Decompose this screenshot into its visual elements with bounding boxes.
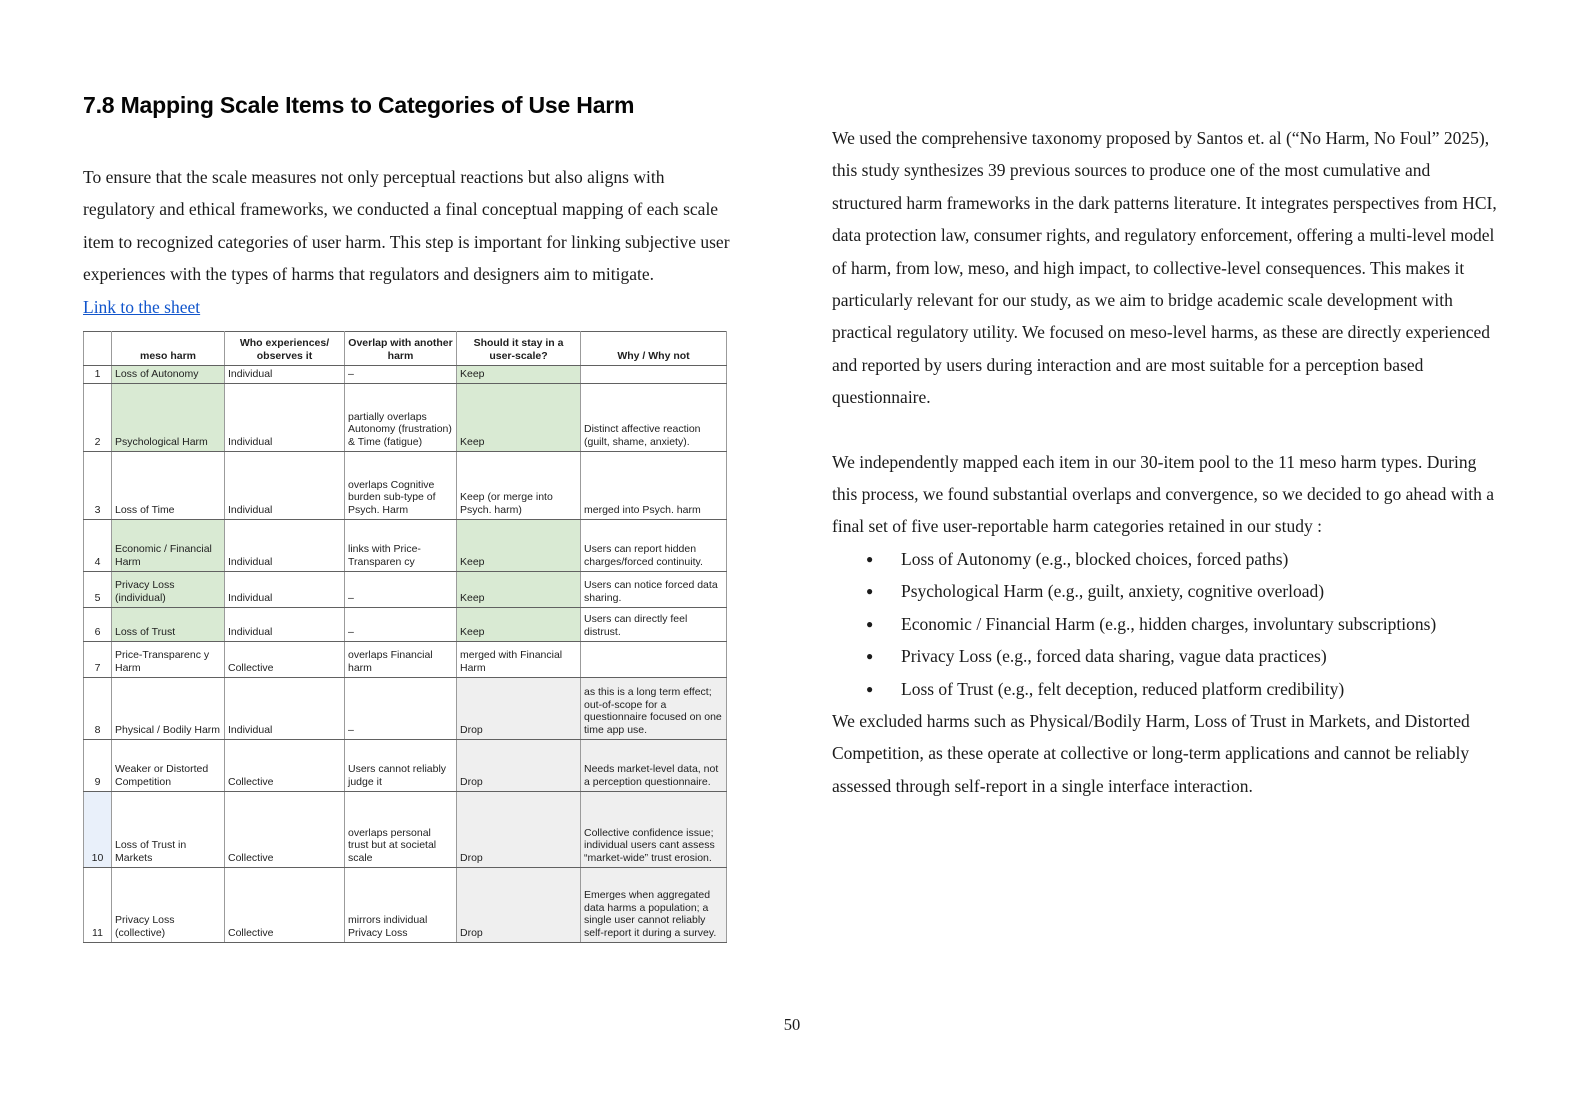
table-cell: Drop xyxy=(457,740,581,792)
column-header: Who experiences/ observes it xyxy=(225,332,345,366)
table-cell: merged with Financial Harm xyxy=(457,642,581,678)
harm-table-header-row xyxy=(84,332,727,366)
column-header: meso harm xyxy=(112,332,225,366)
table-cell: Keep xyxy=(457,608,581,642)
table-cell: Collective xyxy=(225,868,345,943)
harm-mapping-table xyxy=(83,331,727,943)
intro-paragraph-text: To ensure that the scale measures not only perceptual reactions but also aligns with regulatory and ethical frameworks, we conducted a final conceptual mapping of each scale item to recognized categories of user harm. This step is important for linking subjective user experiences with the types of harms that regulators and designers aim to mitigate. xyxy=(83,167,730,285)
bullet-icon: ● xyxy=(866,681,874,696)
left-column xyxy=(83,92,739,943)
exclusion-paragraph: We excluded harms such as Physical/Bodily Harm, Loss of Trust in Markets, and Distorted Competition, as these operate at collective or long-term applications and cannot be reliably assessed through self-report in a single interface interaction. xyxy=(832,710,1470,796)
table-cell: Loss of Trust in Markets xyxy=(112,792,225,868)
right-column xyxy=(832,122,1502,802)
table-cell: Collective confidence issue; individual users cant assess “market-wide” trust erosion. xyxy=(581,792,727,868)
table-cell: Keep xyxy=(457,520,581,572)
list-item xyxy=(832,673,1502,705)
table-cell: Drop xyxy=(457,792,581,868)
table-cell: Individual xyxy=(225,452,345,520)
table-cell: Individual xyxy=(225,572,345,608)
table-cell: Price-Transparenc y Harm xyxy=(112,642,225,678)
table-cell: overlaps Financial harm xyxy=(345,642,457,678)
table-row xyxy=(84,572,727,608)
list-item-text: Loss of Autonomy (e.g., blocked choices, forced paths) xyxy=(901,548,1289,569)
table-row xyxy=(84,384,727,452)
table-cell: – xyxy=(345,366,457,384)
row-number: 10 xyxy=(84,792,112,868)
table-cell: Individual xyxy=(225,678,345,740)
table-cell: Privacy Loss (collective) xyxy=(112,868,225,943)
table-row xyxy=(84,678,727,740)
section-heading: 7.8 Mapping Scale Items to Categories of Use Harm xyxy=(83,92,635,118)
column-header: Should it stay in a user-scale? xyxy=(457,332,581,366)
table-cell: Keep xyxy=(457,384,581,452)
table-cell: partially overlaps Autonomy (frustration) & Time (fatigue) xyxy=(345,384,457,452)
table-cell xyxy=(581,366,727,384)
table-row xyxy=(84,740,727,792)
table-cell: Keep xyxy=(457,572,581,608)
harm-mapping-table-wrap xyxy=(83,331,739,943)
table-cell: Collective xyxy=(225,740,345,792)
list-item xyxy=(832,608,1502,640)
list-item-text: Economic / Financial Harm (e.g., hidden charges, involuntary subscriptions) xyxy=(901,613,1437,634)
table-cell: overlaps Cognitive burden sub-type of Psych. Harm xyxy=(345,452,457,520)
intro-paragraph xyxy=(83,161,739,323)
row-number: 2 xyxy=(84,384,112,452)
table-cell: merged into Psych. harm xyxy=(581,452,727,520)
table-cell: Users cannot reliably judge it xyxy=(345,740,457,792)
table-row xyxy=(84,608,727,642)
list-item-text: Privacy Loss (e.g., forced data sharing, vague data practices) xyxy=(901,646,1327,667)
table-cell: Individual xyxy=(225,608,345,642)
table-cell: Drop xyxy=(457,868,581,943)
table-row xyxy=(84,868,727,943)
table-cell: Loss of Autonomy xyxy=(112,366,225,384)
table-cell: Users can report hidden charges/forced continuity. xyxy=(581,520,727,572)
table-cell: Privacy Loss (individual) xyxy=(112,572,225,608)
table-cell: overlaps personal trust but at societal scale xyxy=(345,792,457,868)
harm-category-list xyxy=(832,543,1502,705)
column-header: Why / Why not xyxy=(581,332,727,366)
table-cell: Keep xyxy=(457,366,581,384)
table-cell: Economic / Financial Harm xyxy=(112,520,225,572)
row-number: 5 xyxy=(84,572,112,608)
table-row xyxy=(84,642,727,678)
table-cell xyxy=(581,642,727,678)
taxonomy-paragraph: We used the comprehensive taxonomy proposed by Santos et. al (“No Harm, No Foul” 2025), this study synthesizes 39 previous sources to produce one of the most cumulative and structured harm frameworks in the dark patterns literature. It integrates perspectives from HCI, data protection law, consumer rights, and regulatory enforcement, offering a multi-level model of harm, from low, meso, and high impact, to collective-level consequences. This makes it particularly relevant for our study, as we aim to bridge academic scale development with practical regulatory utility. We focused on meso-level harms, as these are directly experienced and reported by users during interaction and are most suitable for a perception based questionnaire. xyxy=(832,128,1497,408)
table-cell: Keep (or merge into Psych. harm) xyxy=(457,452,581,520)
table-cell: Physical / Bodily Harm xyxy=(112,678,225,740)
table-cell: Loss of Time xyxy=(112,452,225,520)
table-row xyxy=(84,366,727,384)
list-item xyxy=(832,640,1502,672)
row-number: 3 xyxy=(84,452,112,520)
mapping-paragraph: We independently mapped each item in our 30-item pool to the 11 meso harm types. During this process, we found substantial overlaps and convergence, so we decided to go ahead with a final set of five user-reportable harm categories retained in our study : xyxy=(832,451,1495,537)
table-cell: Weaker or Distorted Competition xyxy=(112,740,225,792)
table-cell: Drop xyxy=(457,678,581,740)
list-item xyxy=(832,575,1502,607)
table-cell: as this is a long term effect; out-of-scope for a questionnaire focused on one time app use. xyxy=(581,678,727,740)
table-cell: Needs market-level data, not a perception questionnaire. xyxy=(581,740,727,792)
table-cell: mirrors individual Privacy Loss xyxy=(345,868,457,943)
table-row xyxy=(84,792,727,868)
list-item-text: Loss of Trust (e.g., felt deception, reduced platform credibility) xyxy=(901,678,1345,699)
bullet-icon: ● xyxy=(866,584,874,599)
row-number: 1 xyxy=(84,366,112,384)
page-number: 50 xyxy=(783,1015,801,1034)
table-row xyxy=(84,520,727,572)
row-number: 6 xyxy=(84,608,112,642)
table-cell: Distinct affective reaction (guilt, shame, anxiety). xyxy=(581,384,727,452)
list-item xyxy=(832,543,1502,575)
table-cell: Users can directly feel distrust. xyxy=(581,608,727,642)
row-number: 8 xyxy=(84,678,112,740)
table-cell: – xyxy=(345,678,457,740)
sheet-link[interactable]: Link to the sheet xyxy=(83,296,201,317)
table-cell: links with Price-Transparen cy xyxy=(345,520,457,572)
row-number: 9 xyxy=(84,740,112,792)
table-cell: Psychological Harm xyxy=(112,384,225,452)
table-cell: Emerges when aggregated data harms a population; a single user cannot reliably self-report it during a survey. xyxy=(581,868,727,943)
row-number: 4 xyxy=(84,520,112,572)
row-number: 11 xyxy=(84,868,112,943)
harm-table-body xyxy=(84,366,727,943)
list-item-text: Psychological Harm (e.g., guilt, anxiety, cognitive overload) xyxy=(901,581,1325,602)
table-cell: Individual xyxy=(225,520,345,572)
table-cell: – xyxy=(345,608,457,642)
table-cell: Individual xyxy=(225,366,345,384)
column-header: Overlap with another harm xyxy=(345,332,457,366)
table-row xyxy=(84,452,727,520)
table-cell: Loss of Trust xyxy=(112,608,225,642)
table-cell: Individual xyxy=(225,384,345,452)
bullet-icon: ● xyxy=(866,649,874,664)
column-header xyxy=(84,332,112,366)
table-cell: – xyxy=(345,572,457,608)
bullet-icon: ● xyxy=(866,616,874,631)
table-cell: Collective xyxy=(225,792,345,868)
table-cell: Collective xyxy=(225,642,345,678)
row-number: 7 xyxy=(84,642,112,678)
bullet-icon: ● xyxy=(866,551,874,566)
table-cell: Users can notice forced data sharing. xyxy=(581,572,727,608)
